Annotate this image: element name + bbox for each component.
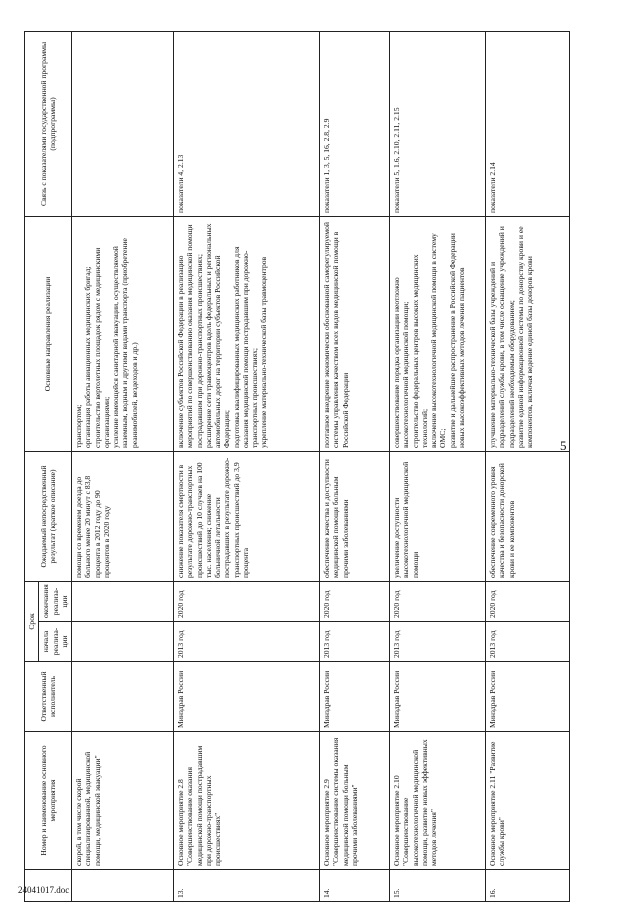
row-directions: включение субъектов Российской Федерации в реализацию мероприятий по совершенствованию оказания медицинской помощи пострадавшим при дорожно-транспортных происшествиях; расширение сети травмоцентров вдоль федеральных и региональных автомобильных дорог на территории субъектов Российской Федерации; подготовка квалифицированных медицинских работников для оказания медицинской помощи пострадавшим при дорожно-транспортных происшествиях; укрепление материально-технической базы травмоцентров (174, 216, 320, 451)
row-number: 14. (320, 870, 390, 902)
row-directions: поэтапное внедрение экономически обоснованной саморегулируемой системы управления качеством всех видов медицинской помощи в Российской Федерации (320, 216, 390, 451)
header-executor: Ответственный исполнитель (25, 662, 72, 732)
document-code: 24041017.doc (18, 885, 70, 895)
row-start: 2013 год (486, 622, 570, 662)
row-number (72, 870, 174, 902)
header-link: Связь с показателями государственной программы (подпрограммы) (25, 31, 72, 216)
row-link: показатели 5, 1.6, 2.10, 2.11, 2.15 (390, 31, 486, 216)
row-result: обеспечение современного уровня качества и безопасности донорской крови и ее компонентов (486, 451, 570, 581)
row-name: скорой, в том числе скорой специализированной, медицинской помощи, медицинской эвакуации" (72, 732, 174, 870)
header-directions: Основные направления реализации (25, 216, 72, 451)
table-row (486, 31, 570, 901)
header-start: начала реализа-ции (39, 622, 72, 662)
row-number: 13. (174, 870, 320, 902)
row-result: увеличение доступности высокотехнологичной медицинской помощи (390, 451, 486, 581)
row-name: Основное мероприятие 2.11 "Развитие службы крови" (486, 732, 570, 870)
row-directions: совершенствование порядка организации неотложно высокотехнологичной медицинской помощи; строительство федеральных центров высоких медицинских технологий; включение высокотехнологичной медицинской помощи в систему ОМС; развитие и дальнейшее распространение в Российской Федерации новых высокоэффективных методов лечения пациентов (390, 216, 486, 451)
row-result: снижение показателя смертности в результате дорожно-транспортных происшествий до 10 случаев на 100 тыс. населения; снижение больничной летальности пострадавших в результате дорожно-транспортных происшествий до 3,9 процента (174, 451, 320, 581)
row-name: Основное мероприятие 2.10 "Совершенствование высокотехнологичной медицинской помощи, развитие новых эффективных методов лечения" (390, 732, 486, 870)
row-link: показатели 4, 2.13 (174, 31, 320, 216)
header-name: Номер и наименование основного мероприятия (25, 732, 72, 870)
table-row (320, 31, 390, 901)
row-end: 2020 год (174, 581, 320, 621)
header-row (25, 31, 39, 901)
row-start: 2013 год (320, 622, 390, 662)
header-end: окончания реализа-ции (39, 581, 72, 621)
row-executor: Минздрав России (174, 662, 320, 732)
row-executor: Минздрав России (486, 662, 570, 732)
header-result: Ожидаемый непосредственный результат (краткое описание) (25, 451, 72, 581)
row-end (72, 581, 174, 621)
rotated-table-container (24, 32, 614, 902)
row-number: 16. (486, 870, 570, 902)
table-row (72, 31, 174, 901)
row-executor: Минздрав России (390, 662, 486, 732)
page-number: 5 (560, 438, 567, 453)
row-name: Основное мероприятие 2.9 "Совершенствование системы оказания медицинской помощи больным прочими заболеваниями" (320, 732, 390, 870)
row-start (72, 622, 174, 662)
row-result: помощи со временем доезда до больного менее 20 минут с 83,8 процента в 2012 году до 90 процентов в 2020 году (72, 451, 174, 581)
row-link: показатели 1, 3, 5, 16, 2.8, 2.9 (320, 31, 390, 216)
row-number: 15. (390, 870, 486, 902)
row-directions: транспортом; организация работы авиационных медицинских бригад; строительство вертолетных площадок рядом с медицинскими организациями; усиление имеющейся санитарной эвакуации, осуществляемой наземным, водным и другими видами транспорта (приобретение реанимобилей, вездеходов и др.) (72, 216, 174, 451)
row-directions: улучшение материально-технической базы учреждений и подразделений службы крови, в том числе оснащение учреждений и подразделений необходимым оборудованием; развитие единой информационной системы по донорству крови и ее компонентов, включая ведение единой базы доноров крови (486, 216, 570, 451)
row-start: 2013 год (390, 622, 486, 662)
row-end: 2020 год (486, 581, 570, 621)
row-link: показатели 2.14 (486, 31, 570, 216)
program-table (24, 31, 570, 902)
row-start: 2013 год (174, 622, 320, 662)
row-end: 2020 год (320, 581, 390, 621)
row-end: 2020 год (390, 581, 486, 621)
header-term: Срок (25, 581, 39, 661)
row-executor: Минздрав России (320, 662, 390, 732)
table-row (390, 31, 486, 901)
row-link (72, 31, 174, 216)
row-executor (72, 662, 174, 732)
row-result: обеспечение качества и доступности медицинской помощи больным прочими заболеваниями (320, 451, 390, 581)
table-row (174, 31, 320, 901)
row-name: Основное мероприятие 2.8 "Совершенствование оказания медицинской помощи пострадавшим при дорожно-транспортных происшествиях" (174, 732, 320, 870)
